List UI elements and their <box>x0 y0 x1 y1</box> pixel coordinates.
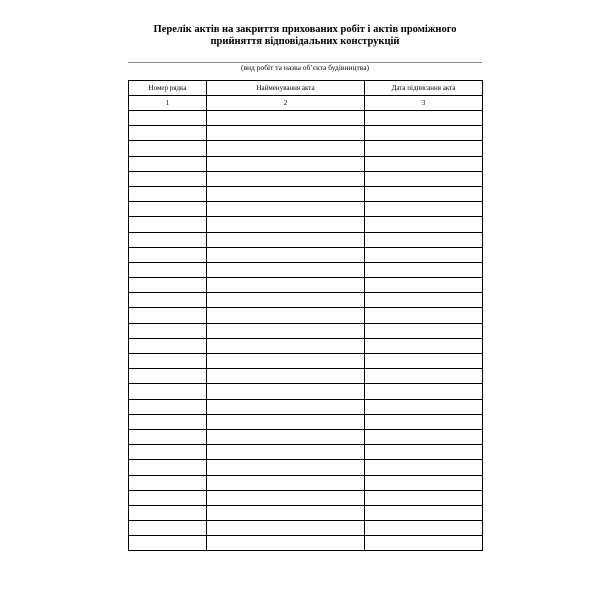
cell-signing-date <box>365 111 483 126</box>
table-header-row <box>129 81 483 96</box>
cell-row-number <box>129 521 207 536</box>
cell-row-number <box>129 111 207 126</box>
table-row <box>129 338 483 353</box>
cell-act-name <box>207 111 365 126</box>
cell-signing-date <box>365 475 483 490</box>
cell-signing-date <box>365 384 483 399</box>
table-row <box>129 247 483 262</box>
cell-act-name <box>207 369 365 384</box>
cell-row-number <box>129 369 207 384</box>
cell-row-number <box>129 505 207 520</box>
cell-row-number <box>129 262 207 277</box>
table-row <box>129 429 483 444</box>
cell-signing-date <box>365 293 483 308</box>
table-row <box>129 126 483 141</box>
cell-act-name <box>207 399 365 414</box>
header-signing-date: Дата підписання акта <box>365 81 483 96</box>
table-row <box>129 262 483 277</box>
cell-signing-date <box>365 278 483 293</box>
table-row <box>129 445 483 460</box>
table-row <box>129 232 483 247</box>
column-number-1: 1 <box>129 96 207 111</box>
cell-act-name <box>207 186 365 201</box>
table-row <box>129 202 483 217</box>
cell-act-name <box>207 247 365 262</box>
cell-row-number <box>129 308 207 323</box>
cell-act-name <box>207 475 365 490</box>
cell-signing-date <box>365 247 483 262</box>
cell-signing-date <box>365 126 483 141</box>
table-row <box>129 505 483 520</box>
header-row-number: Номер рядка <box>129 81 207 96</box>
cell-signing-date <box>365 536 483 551</box>
cell-signing-date <box>365 521 483 536</box>
cell-act-name <box>207 171 365 186</box>
cell-act-name <box>207 521 365 536</box>
cell-row-number <box>129 141 207 156</box>
cell-row-number <box>129 186 207 201</box>
cell-act-name <box>207 505 365 520</box>
acts-table <box>128 80 483 551</box>
table-row <box>129 369 483 384</box>
cell-signing-date <box>365 156 483 171</box>
column-number-3: 3 <box>365 96 483 111</box>
cell-act-name <box>207 445 365 460</box>
cell-act-name <box>207 126 365 141</box>
cell-act-name <box>207 323 365 338</box>
column-number-row <box>129 96 483 111</box>
fill-in-caption: (вид робіт та назва об’єкта будівництва) <box>240 63 370 72</box>
cell-act-name <box>207 141 365 156</box>
cell-row-number <box>129 354 207 369</box>
cell-row-number <box>129 460 207 475</box>
cell-row-number <box>129 414 207 429</box>
cell-signing-date <box>365 323 483 338</box>
cell-act-name <box>207 414 365 429</box>
table-row <box>129 536 483 551</box>
cell-signing-date <box>365 354 483 369</box>
cell-row-number <box>129 338 207 353</box>
cell-signing-date <box>365 445 483 460</box>
cell-row-number <box>129 232 207 247</box>
table-row <box>129 111 483 126</box>
table-row <box>129 156 483 171</box>
table-row <box>129 354 483 369</box>
document-title: Перелік актів на закриття прихованих робіт і актів проміжного прийняття відповідальних конструкцій <box>153 24 457 47</box>
cell-act-name <box>207 384 365 399</box>
table-row <box>129 399 483 414</box>
cell-row-number <box>129 323 207 338</box>
table-row <box>129 384 483 399</box>
cell-signing-date <box>365 202 483 217</box>
cell-act-name <box>207 156 365 171</box>
cell-act-name <box>207 536 365 551</box>
cell-signing-date <box>365 399 483 414</box>
cell-row-number <box>129 126 207 141</box>
cell-signing-date <box>365 490 483 505</box>
cell-signing-date <box>365 414 483 429</box>
cell-row-number <box>129 429 207 444</box>
column-number-2: 2 <box>207 96 365 111</box>
cell-act-name <box>207 338 365 353</box>
header-act-name: Найменування акта <box>207 81 365 96</box>
cell-row-number <box>129 202 207 217</box>
cell-signing-date <box>365 232 483 247</box>
table-row <box>129 323 483 338</box>
cell-act-name <box>207 232 365 247</box>
cell-act-name <box>207 278 365 293</box>
cell-signing-date <box>365 186 483 201</box>
table-row <box>129 217 483 232</box>
cell-act-name <box>207 293 365 308</box>
cell-act-name <box>207 460 365 475</box>
cell-act-name <box>207 490 365 505</box>
table-row <box>129 521 483 536</box>
cell-row-number <box>129 384 207 399</box>
cell-row-number <box>129 445 207 460</box>
table-row <box>129 414 483 429</box>
cell-signing-date <box>365 505 483 520</box>
cell-row-number <box>129 278 207 293</box>
cell-signing-date <box>365 217 483 232</box>
cell-row-number <box>129 490 207 505</box>
cell-signing-date <box>365 141 483 156</box>
cell-signing-date <box>365 369 483 384</box>
table-row <box>129 490 483 505</box>
table-row <box>129 171 483 186</box>
cell-signing-date <box>365 338 483 353</box>
cell-row-number <box>129 156 207 171</box>
cell-row-number <box>129 217 207 232</box>
table-row <box>129 278 483 293</box>
cell-row-number <box>129 399 207 414</box>
table-row <box>129 141 483 156</box>
cell-act-name <box>207 217 365 232</box>
cell-row-number <box>129 475 207 490</box>
cell-signing-date <box>365 262 483 277</box>
cell-row-number <box>129 247 207 262</box>
cell-act-name <box>207 262 365 277</box>
table-row <box>129 186 483 201</box>
table-row <box>129 308 483 323</box>
cell-row-number <box>129 293 207 308</box>
cell-act-name <box>207 429 365 444</box>
cell-signing-date <box>365 171 483 186</box>
cell-row-number <box>129 171 207 186</box>
cell-signing-date <box>365 429 483 444</box>
table-row <box>129 460 483 475</box>
table-row <box>129 293 483 308</box>
cell-act-name <box>207 202 365 217</box>
cell-signing-date <box>365 308 483 323</box>
table-row <box>129 475 483 490</box>
cell-act-name <box>207 308 365 323</box>
cell-act-name <box>207 354 365 369</box>
cell-row-number <box>129 536 207 551</box>
cell-signing-date <box>365 460 483 475</box>
